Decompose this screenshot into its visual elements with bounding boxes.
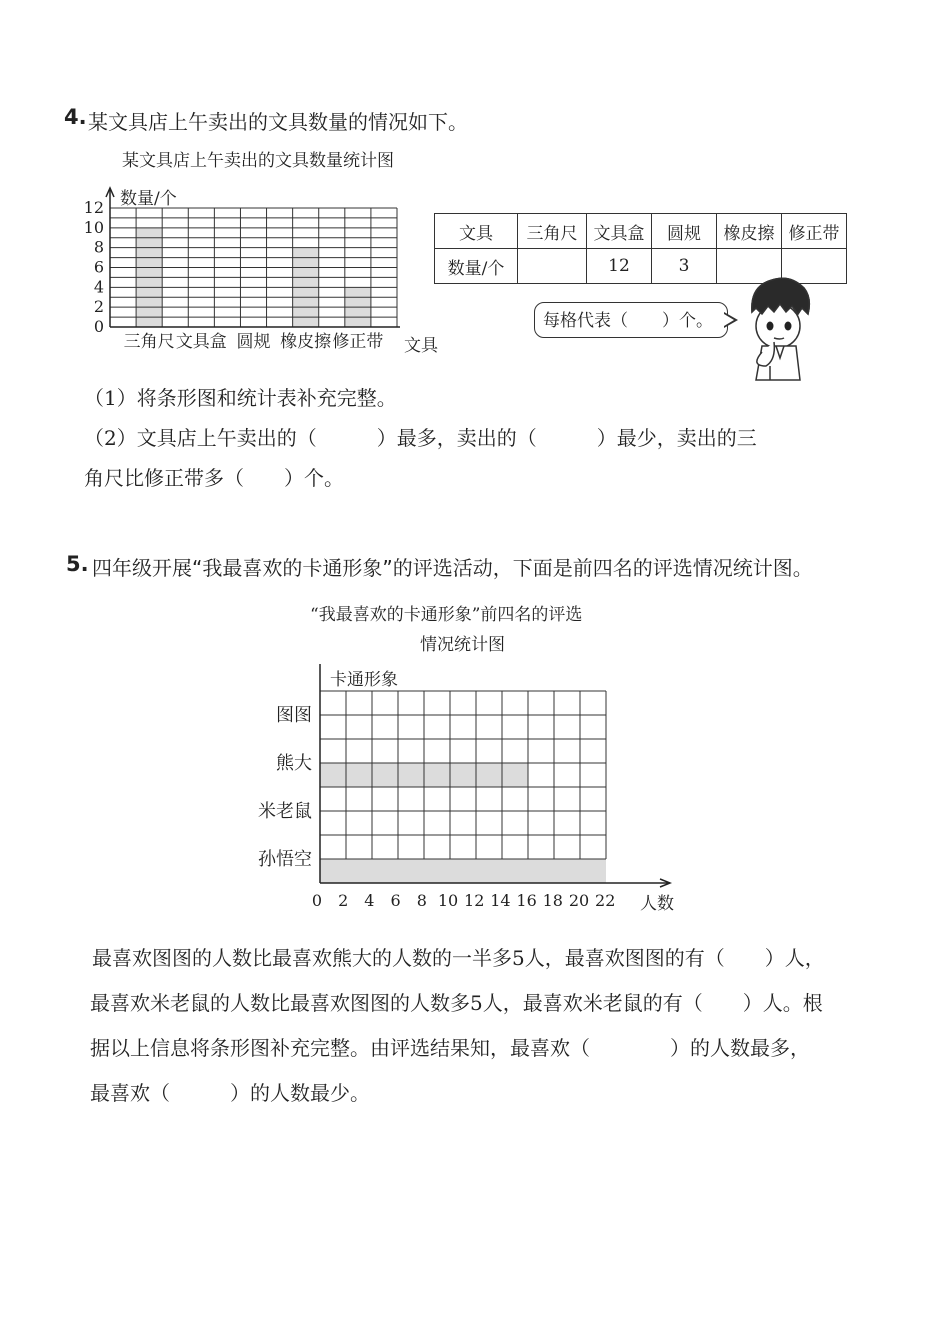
q4-x-axis-label: 文具 [404, 336, 438, 356]
speech-bubble: 每格代表（ ）个。 [534, 302, 728, 338]
table-header-cell: 圆规 [652, 214, 717, 249]
y-tick-label: 2 [93, 297, 104, 317]
y-tick-label: 6 [93, 257, 104, 277]
x-tick-label: 4 [364, 891, 375, 910]
y-tick-label: 米老鼠 [258, 801, 312, 822]
q5-line2: 最喜欢米老鼠的人数比最喜欢图图的人数多5人，最喜欢米老鼠的有（ ）人。根 [90, 991, 823, 1015]
x-tick-label: 22 [595, 891, 616, 910]
x-tick-label: 三角尺 [123, 332, 175, 352]
x-tick-label: 圆规 [236, 332, 271, 352]
y-tick-label: 8 [93, 237, 104, 257]
y-tick-label: 0 [93, 317, 104, 336]
table-header-cell: 文具 [435, 214, 518, 249]
question-5-number: 5. [66, 552, 89, 576]
y-tick-label: 12 [83, 198, 104, 217]
x-tick-label: 修正带 [332, 332, 384, 352]
x-tick-label: 14 [490, 891, 511, 910]
x-tick-label: 文具盒 [175, 332, 227, 352]
x-tick-label: 8 [416, 891, 427, 910]
q5-x-axis-label: 人数 [640, 894, 674, 914]
q4-sub2-line2: 角尺比修正带多（ ）个。 [84, 466, 344, 490]
table-header-cell: 橡皮擦 [717, 214, 782, 249]
y-tick-label: 孙悟空 [258, 849, 312, 870]
question-5-prompt: 四年级开展“我最喜欢的卡通形象”的评选活动，下面是前四名的评选情况统计图。 [92, 556, 813, 580]
table-header-cell: 三角尺 [518, 214, 587, 249]
x-tick-label: 20 [568, 891, 590, 910]
q4-y-axis-label: 数量/个 [120, 189, 177, 209]
table-header-cell: 修正带 [782, 214, 847, 249]
table-row-label: 数量/个 [435, 249, 518, 284]
x-tick-label: 16 [516, 891, 537, 910]
table-cell: 3 [652, 249, 717, 284]
table-cell: 12 [587, 249, 652, 284]
q4-sub1: （1）将条形图和统计表补充完整。 [84, 386, 397, 410]
q5-line1: 最喜欢图图的人数比最喜欢熊大的人数的一半多5人，最喜欢图图的有（ ）人， [92, 946, 825, 970]
y-tick-label: 熊大 [276, 753, 312, 774]
table-header-cell: 文具盒 [587, 214, 652, 249]
x-tick-label: 18 [542, 891, 563, 910]
q5-chart-title-2: 情况统计图 [420, 635, 505, 655]
x-tick-label: 2 [338, 891, 349, 910]
q4-chart-title: 某文具店上午卖出的文具数量统计图 [122, 151, 394, 171]
y-tick-label: 图图 [276, 705, 312, 726]
y-tick-label: 4 [93, 277, 104, 297]
question-4-number: 4. [64, 105, 87, 129]
question-4-prompt: 某文具店上午卖出的文具数量的情况如下。 [88, 110, 468, 134]
x-tick-label: 6 [390, 891, 401, 910]
x-tick-label: 橡皮擦 [280, 332, 332, 352]
bar [320, 859, 606, 883]
q5-line4: 最喜欢（ ）的人数最少。 [90, 1081, 370, 1105]
q5-chart-title-1: “我最喜欢的卡通形象”前四名的评选 [310, 605, 583, 625]
q4-sub2-line1: （2）文具店上午卖出的（ ）最多，卖出的（ ）最少，卖出的三 [84, 426, 757, 450]
q5-y-axis-label: 卡通形象 [330, 670, 398, 690]
q5-line3: 据以上信息将条形图补充完整。由评选结果知，最喜欢（ ）的人数最多， [90, 1036, 810, 1060]
x-tick-label: 12 [464, 891, 485, 910]
x-tick-label: 10 [437, 891, 459, 910]
x-tick-label: 0 [311, 891, 323, 910]
y-tick-label: 10 [83, 217, 104, 237]
